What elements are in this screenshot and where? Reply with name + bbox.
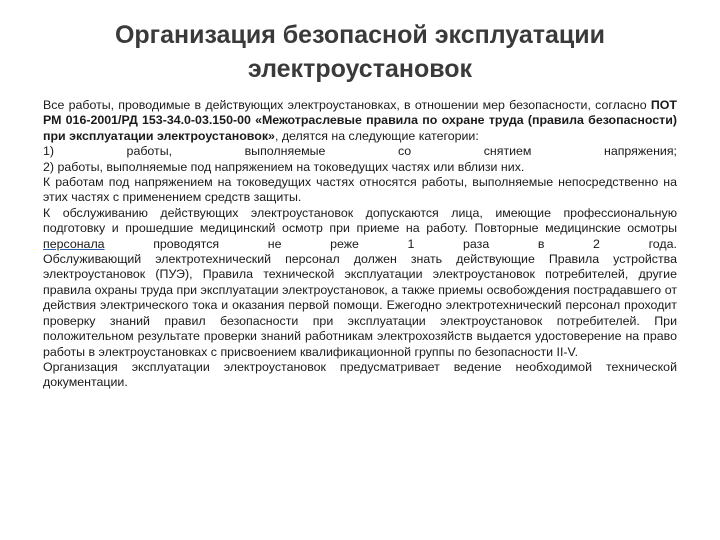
- paragraph-knowledge: Обслуживающий электротехнический персонал должен знать действующие Правила устройства электроустановок (ПУЭ), Правила технической эксплуатации электроустановок потребителей, другие правила охраны труда при эксплуатации электроустановок, а также приемы освобождения пострадавшего от действия электрического тока и оказания первой помощи. Ежегодно электротехнический персонал проходит проверку знаний правил безопасности при эксплуатации электроустановок потребителей. При положительном результате проверки знаний работникам электрохозяйств выдается удостоверение на право работы в электроустановках с присвоением квалификационной группы по безопасности II-V.: [43, 252, 677, 359]
- paragraph-documentation: Организация эксплуатации электроустановок предусматривает ведение необходимой технической документации.: [43, 359, 677, 390]
- list-item-2: 2) работы, выполняемые под напряжением на токоведущих частях или вблизи них.: [43, 159, 525, 174]
- paragraph-text: К обслуживанию действующих электроустановок допускаются лица, имеющие профессиональную подготовку и прошедшие медицинский осмотр при приеме на работу. Повторные медицинские осмотры: [43, 205, 677, 236]
- paragraph-admission: [43, 206, 677, 252]
- page-title: [40, 18, 680, 86]
- title-line-2: электроустановок: [247, 55, 473, 83]
- paragraph-categories: [43, 98, 677, 144]
- list-item-1: 1) работы, выполняемые со снятием напряжения;: [43, 144, 677, 159]
- paragraph-text: Все работы, проводимые в действующих электроустановках, в отношении мер безопасности, согласно: [43, 98, 651, 112]
- paragraph-live-work: К работам под напряжением на токоведущих частях относятся работы, выполняемые непосредственно на этих частях с применением средств защиты.: [43, 175, 677, 205]
- personnel-link[interactable]: персонала: [43, 236, 105, 251]
- paragraph-text: проводятся не реже 1 раза в 2 года.: [104, 236, 677, 251]
- paragraph-text: , делятся на следующие категории:: [274, 128, 479, 143]
- title-line-1: Организация безопасной эксплуатации: [114, 21, 606, 49]
- body-text: [43, 98, 677, 391]
- regulation-reference: ПОТ РМ 016-2001/РД 153-34.0-03.150-00 «Межотраслевые правила по охране труда (правила безопасности) при эксплуатации электроустановок»: [43, 98, 677, 143]
